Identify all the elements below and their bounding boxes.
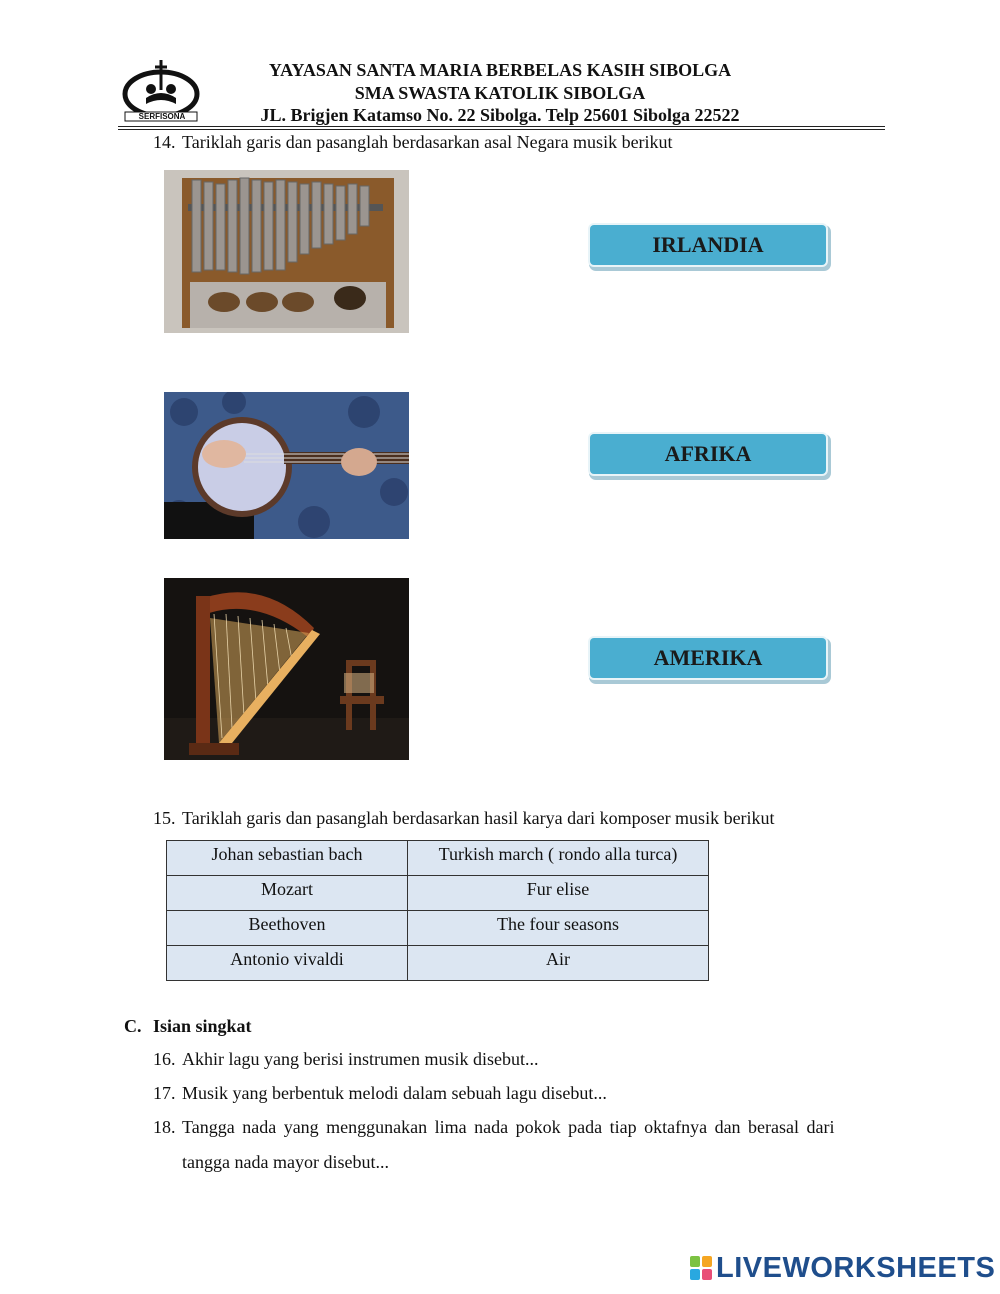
header-divider-thin xyxy=(118,129,885,130)
composer-table xyxy=(166,840,709,981)
question-number: 14. xyxy=(153,132,176,152)
section-title: Isian singkat xyxy=(153,1016,252,1036)
country-button-irlandia[interactable]: IRLANDIA xyxy=(590,225,826,265)
work-cell[interactable]: Turkish march ( rondo alla turca) xyxy=(408,841,709,876)
composer-cell[interactable]: Mozart xyxy=(167,876,408,911)
section-c-heading xyxy=(124,1015,252,1037)
liveworksheets-brand[interactable] xyxy=(690,1252,995,1284)
table-row xyxy=(167,946,709,981)
work-cell[interactable]: Air xyxy=(408,946,709,981)
question-14 xyxy=(153,131,673,153)
harp-image[interactable] xyxy=(164,578,409,760)
composer-cell[interactable]: Beethoven xyxy=(167,911,408,946)
kalimba-image[interactable] xyxy=(164,170,409,333)
question-number: 17. xyxy=(153,1083,176,1103)
question-text-line1: Tangga nada yang menggunakan lima nada pokok pada tiap oktafnya dan berasal dari xyxy=(182,1117,835,1137)
country-button-afrika[interactable]: AFRIKA xyxy=(590,434,826,474)
table-row xyxy=(167,911,709,946)
section-label: C. xyxy=(124,1016,142,1036)
question-16 xyxy=(153,1048,538,1070)
header-school: SMA SWASTA KATOLIK SIBOLGA xyxy=(354,83,646,103)
question-17 xyxy=(153,1082,607,1104)
question-text: Tariklah garis dan pasanglah berdasarkan hasil karya dari komposer musik berikut xyxy=(182,808,775,828)
brand-text: LIVEWORKSHEETS xyxy=(716,1251,996,1284)
question-number: 16. xyxy=(153,1049,176,1069)
work-cell[interactable]: Fur elise xyxy=(408,876,709,911)
header-address: JL. Brigjen Katamso No. 22 Sibolga. Telp 25601 Sibolga 22522 xyxy=(260,105,740,125)
question-text: Tariklah garis dan pasanglah berdasarkan asal Negara musik berikut xyxy=(182,132,673,152)
header-divider xyxy=(118,126,885,127)
country-button-amerika[interactable]: AMERIKA xyxy=(590,638,826,678)
table-row xyxy=(167,876,709,911)
logo-text: SERFISONA xyxy=(138,112,186,121)
question-number: 15. xyxy=(153,808,176,828)
question-18-continued: tangga nada mayor disebut... xyxy=(182,1152,389,1172)
question-text: Akhir lagu yang berisi instrumen musik disebut... xyxy=(182,1049,539,1069)
banjo-image[interactable] xyxy=(164,392,409,539)
table-row xyxy=(167,841,709,876)
header-foundation: YAYASAN SANTA MARIA BERBELAS KASIH SIBOLGA xyxy=(268,60,732,80)
question-text: Musik yang berbentuk melodi dalam sebuah lagu disebut... xyxy=(182,1083,607,1103)
composer-cell[interactable]: Antonio vivaldi xyxy=(167,946,408,981)
liveworksheets-logo-icon xyxy=(690,1256,712,1280)
question-15 xyxy=(153,807,775,829)
question-number: 18. xyxy=(153,1117,176,1137)
question-18 xyxy=(153,1116,883,1138)
composer-cell[interactable]: Johan sebastian bach xyxy=(167,841,408,876)
work-cell[interactable]: The four seasons xyxy=(408,911,709,946)
